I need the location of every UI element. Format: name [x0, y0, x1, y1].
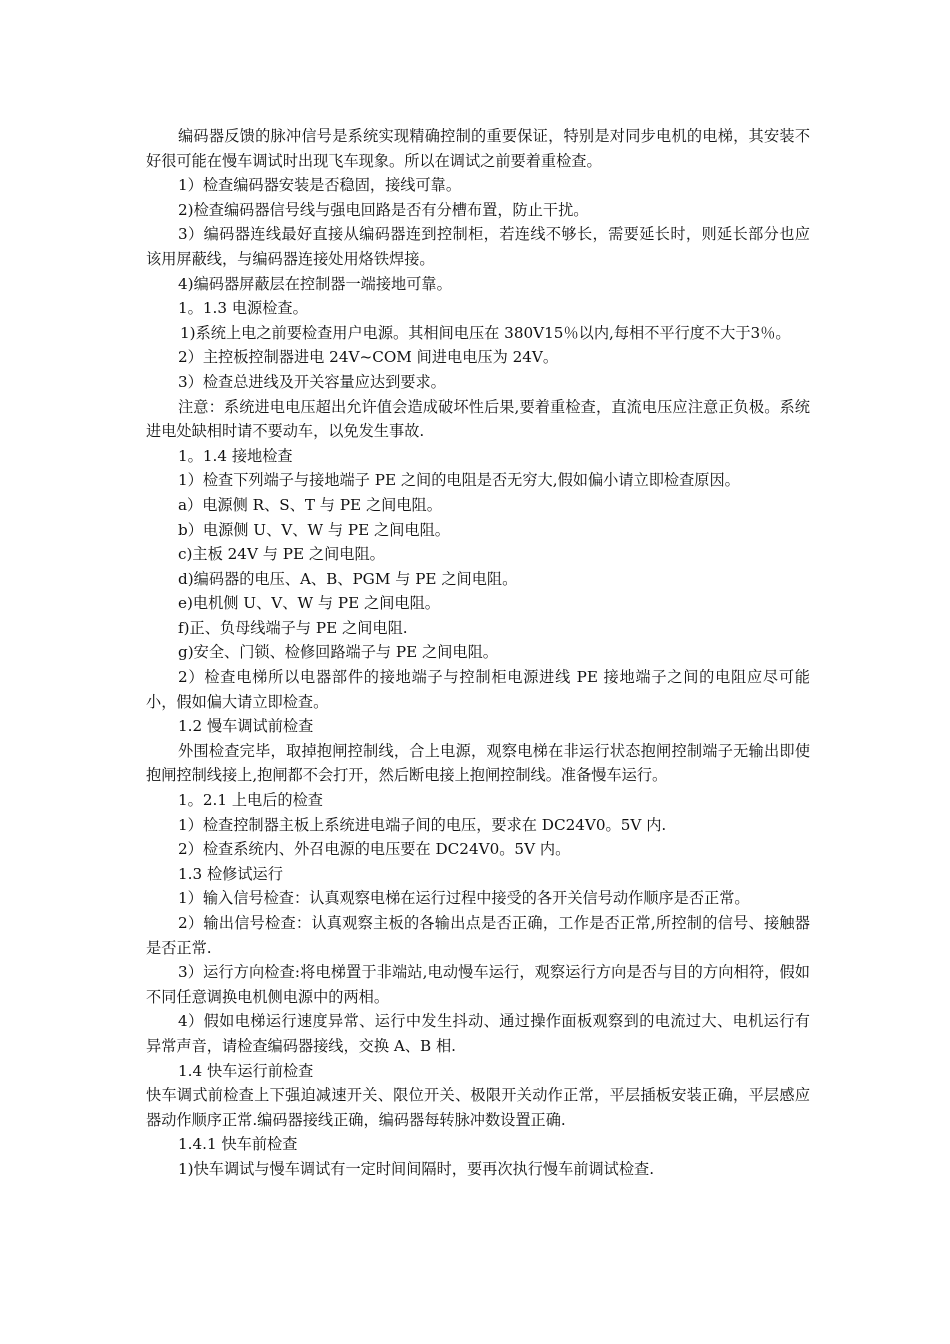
paragraph: 1）检查下列端子与接地端子 PE 之间的电阻是否无穷大,假如偏小请立即检查原因。 [178, 471, 740, 490]
paragraph: 3）编码器连线最好直接从编码器连到控制柜，若连线不够长，需要延长时，则延长部分也应该用屏蔽线，与编码器连接处用烙铁焊接。 [146, 225, 810, 268]
list-item: a）电源侧 R、S、T 与 PE 之间电阻。 [178, 495, 442, 514]
list-item: e)电机侧 U、V、W 与 PE 之间电阻。 [178, 594, 440, 613]
list-item: d)编码器的电压、A、B、PGM 与 PE 之间电阻。 [178, 569, 518, 588]
list-item: g)安全、门锁、检修回路端子与 PE 之间电阻。 [178, 643, 498, 662]
list-item: b）电源侧 U、V、W 与 PE 之间电阻。 [178, 520, 450, 539]
paragraph: 4)编码器屏蔽层在控制器一端接地可靠。 [178, 274, 452, 293]
note-paragraph: 注意：系统进电电压超出允许值会造成破坏性后果,要着重检查，直流电压应注意正负极。系统进电处缺相时请不要动车，以免发生事故. [146, 397, 810, 441]
paragraph: 4）假如电梯运行速度异常、运行中发生抖动、通过操作面板观察到的电流过大、电机运行有异常声音，请检查编码器接线，交换 A、B 相. [146, 1012, 810, 1055]
paragraph: 2）检查电梯所以电器部件的接地端子与控制柜电源进线 PE 接地端子之间的电阻应尽可能小，假如偏大请立即检查。 [146, 668, 810, 711]
list-item: c)主板 24V 与 PE 之间电阻。 [178, 545, 385, 564]
section-heading: 1。1.4 接地检查 [178, 446, 293, 465]
document-body [146, 124, 810, 1182]
paragraph: 1）检查编码器安装是否稳固，接线可靠。 [178, 176, 462, 195]
paragraph: 2）检查系统内、外召电源的电压要在 DC24V0。5V 内。 [178, 840, 571, 859]
paragraph: 2)检查编码器信号线与强电回路是否有分槽布置，防止干扰。 [178, 200, 589, 219]
section-heading: 1。2.1 上电后的检查 [178, 791, 323, 810]
paragraph: 3）运行方向检查:将电梯置于非端站,电动慢车运行，观察运行方向是否与目的方向相符，假如不同任意调换电机侧电源中的两相。 [146, 963, 810, 1006]
paragraph: 3）检查总进线及开关容量应达到要求。 [178, 372, 446, 391]
paragraph: 编码器反馈的脉冲信号是系统实现精确控制的重要保证，特别是对同步电机的电梯，其安装不好很可能在慢车调试时出现飞车现象。所以在调试之前要着重检查。 [146, 127, 810, 170]
section-heading: 1.3 检修试运行 [178, 864, 283, 883]
paragraph: 1)快车调试与慢车调试有一定时间间隔时，要再次执行慢车前调试检查. [178, 1159, 655, 1178]
section-heading: 1.4.1 快车前检查 [178, 1135, 298, 1154]
paragraph: 快车调式前检查上下强迫减速开关、限位开关、极限开关动作正常，平层插板安装正确，平层感应器动作顺序正常.编码器接线正确，编码器每转脉冲数设置正确. [146, 1086, 810, 1129]
paragraph: 1）检查控制器主板上系统进电端子间的电压，要求在 DC24V0。5V 内. [178, 815, 667, 834]
paragraph: 1)系统上电之前要检查用户电源。其相间电压在 380V15％以内,每相不平行度不大于3％。 [180, 323, 791, 342]
paragraph: 1）输入信号检查：认真观察电梯在运行过程中接受的各开关信号动作顺序是否正常。 [178, 889, 750, 908]
list-item: f)正、负母线端子与 PE 之间电阻. [178, 618, 408, 637]
paragraph: 2）输出信号检查：认真观察主板的各输出点是否正确，工作是否正常,所控制的信号、接触器是否正常. [146, 914, 810, 957]
section-heading: 1。1.3 电源检查。 [178, 299, 308, 318]
section-heading: 1.2 慢车调试前检查 [178, 717, 314, 736]
paragraph: 2）主控板控制器进电 24V~COM 间进电电压为 24V。 [178, 348, 559, 367]
section-heading: 1.4 快车运行前检查 [178, 1061, 314, 1080]
paragraph: 外围检查完毕，取掉抱闸控制线，合上电源，观察电梯在非运行状态抱闸控制端子无输出即使抱闸控制线接上,抱闸都不会打开，然后断电接上抱闸控制线。准备慢车运行。 [146, 741, 810, 785]
